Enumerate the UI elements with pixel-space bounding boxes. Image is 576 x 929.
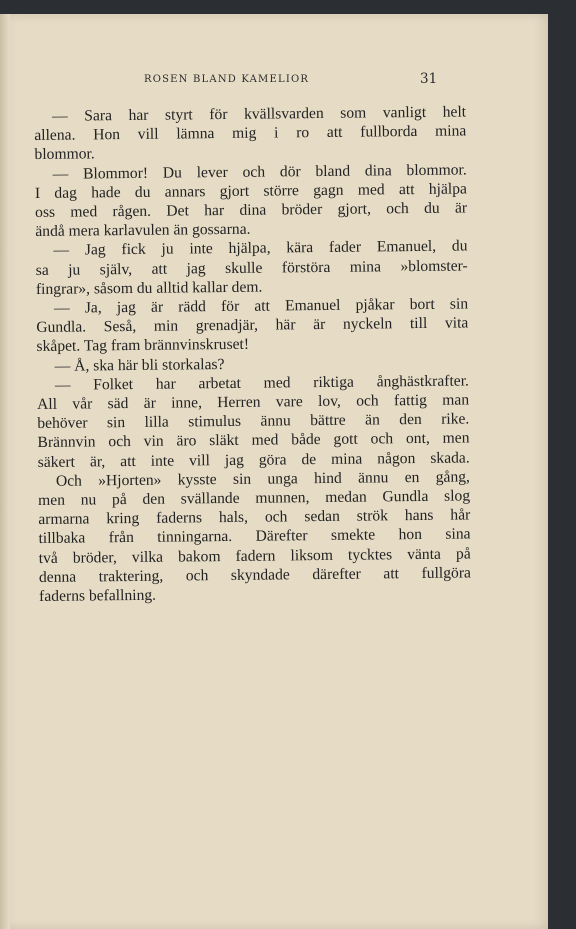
text-line: allena. Hon vill lämna mig i ro att fullborda mina [34, 122, 467, 145]
text-line: blommor. [34, 145, 95, 164]
text-line: Brännvin och vin äro släkt med både gott och ont, men [37, 429, 470, 452]
text-line: armarna kring faderns hals, och sedan strök hans hår [38, 506, 471, 529]
text-line: fingrar», såsom du alltid kallar dem. [35, 278, 263, 298]
text-line: — Jag fick ju inte hjälpa, kära fader Emanuel, du [53, 237, 468, 260]
text-line: oss med rågen. Det har dina bröder gjort, och du är [35, 199, 468, 222]
text-line: Gundla. Seså, min grenadjär, här är nyckeln till vita [36, 314, 469, 337]
page-number: 31 [420, 71, 438, 87]
body-text [34, 102, 471, 606]
text-line: Och »Hjorten» kysste sin unga hind ännu en gång, [55, 468, 470, 490]
running-head: ROSEN BLAND KAMELIOR [144, 74, 310, 85]
page-gutter [0, 14, 10, 929]
text-line: All vår säd är inne, Herren vare lov, och fattig man [37, 391, 470, 414]
text-line: — Sara har styrt för kvällsvarden som vanligt helt [52, 103, 467, 125]
text-line: säkert är, att inte vill jag göra de mina någon skada. [37, 449, 470, 471]
text-line: — Å, ska här bli storkalas? [54, 355, 225, 375]
text-line: sa ju själv, att jag skulle förstöra mina »blomster- [35, 257, 468, 279]
page-header [0, 72, 548, 92]
text-line: — Folket har arbetat med riktiga ånghästkrafter. [54, 372, 469, 394]
text-line: behöver sin lilla stimulus ännu bättre än den rike. [37, 410, 470, 433]
text-line: — Ja, jag är rädd för att Emanuel pjåkar bort sin [54, 295, 469, 317]
text-line: — Blommor! Du lever och dör bland dina blommor. [52, 161, 467, 183]
text-line: men nu på den svällande munnen, medan Gundla slog [38, 487, 471, 510]
text-line: skåpet. Tag fram brännvinskruset! [36, 336, 250, 356]
text-line: två bröder, vilka bakom fadern liksom tycktes vänta på [38, 545, 471, 567]
text-line: ändå mera karlavulen än gossarna. [35, 220, 251, 241]
text-line: tillbaka från tinningarna. Därefter smekte hon sina [38, 525, 471, 548]
text-line: faderns befallning. [39, 586, 157, 606]
text-line: I dag hade du annars gjort större gagn med att hjälpa [34, 180, 467, 202]
text-line: denna traktering, och skyndade därefter att fullgöra [38, 564, 471, 586]
book-page [0, 14, 548, 929]
